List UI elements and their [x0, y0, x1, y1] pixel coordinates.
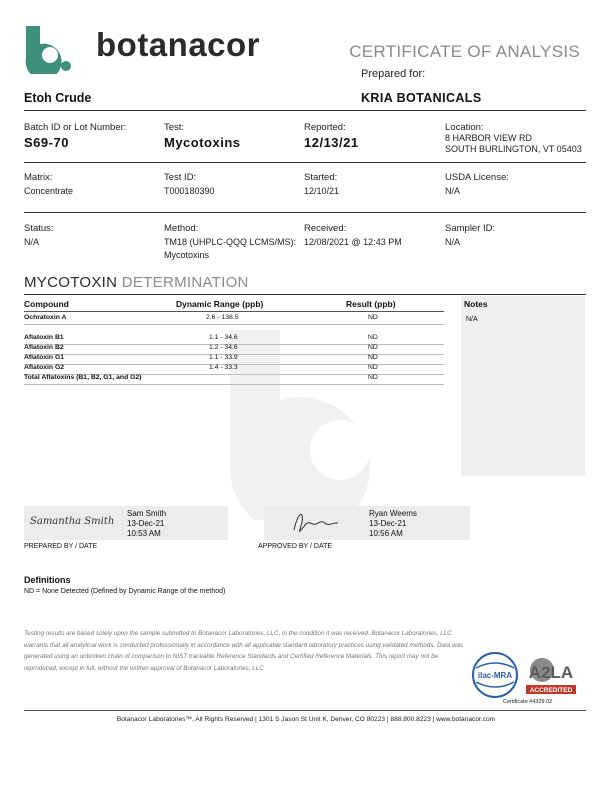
divider	[24, 212, 586, 213]
a2la-logo-icon	[524, 652, 578, 696]
prepared-caption: PREPARED BY / DATE	[24, 543, 98, 550]
botanacor-logo-icon	[24, 24, 76, 74]
received-label: Received:	[304, 223, 347, 234]
section-title-grey: DETERMINATION	[117, 274, 249, 291]
table-row-compound: Total Aflatoxins (B1, B2, G1, and G2)	[24, 374, 142, 381]
table-row-compound: Ochratoxin A	[24, 314, 67, 321]
started-label: Started:	[304, 172, 338, 183]
table-row-result: ND	[368, 364, 378, 371]
row-divider	[24, 324, 444, 325]
approved-time: 10:56 AM	[369, 529, 403, 538]
header-underline	[24, 311, 444, 312]
row-divider	[24, 384, 444, 385]
definitions-title: Definitions	[24, 575, 71, 585]
method-label: Method:	[164, 223, 199, 234]
usda-value: N/A	[445, 186, 461, 196]
table-row-range: 1.1 - 34.6	[209, 334, 238, 341]
prepared-date: 13-Dec-21	[127, 519, 165, 528]
compound-header: Compound	[24, 299, 69, 309]
status-value: N/A	[24, 237, 40, 247]
location-label: Location:	[445, 122, 484, 133]
footer-text: Botanacor Laboratories™, All Rights Reserved | 1301 S Jason St Unit K, Denver, CO 80223 | 888.800.8223 | www.botanacor.com	[116, 716, 496, 723]
method-line2: Mycotoxins	[164, 250, 210, 260]
section-title	[24, 274, 249, 291]
accredited-text: ACCREDITED	[529, 687, 573, 694]
test-value: Mycotoxins	[164, 135, 241, 150]
matrix-label: Matrix:	[24, 172, 53, 183]
prepared-name: Sam Smith	[127, 509, 167, 518]
certificate-number: Certificate #4329.02	[503, 699, 553, 705]
reported-label: Reported:	[304, 122, 346, 133]
range-header: Dynamic Range (ppb)	[176, 299, 264, 309]
doc-title: CERTIFICATE OF ANALYSIS	[349, 42, 580, 61]
product-name: Etoh Crude	[24, 91, 92, 105]
table-row-compound: Aflatoxin G1	[24, 354, 65, 361]
method-line1: TM18 (UHPLC-QQQ LCMS/MS):	[164, 237, 297, 247]
table-row-result: ND	[368, 314, 378, 321]
divider	[24, 110, 586, 111]
approved-caption: APPROVED BY / DATE	[258, 543, 333, 550]
table-row-result: ND	[368, 354, 378, 361]
status-label: Status:	[24, 223, 54, 234]
matrix-value: Concentrate	[24, 186, 74, 196]
location-line1: 8 HARBOR VIEW RD	[445, 133, 533, 143]
prepared-for-label: Prepared for:	[361, 68, 426, 80]
table-row-result: ND	[368, 374, 378, 381]
table-row-result: ND	[368, 344, 378, 351]
test-label: Test:	[164, 122, 185, 133]
result-header: Result (ppb)	[346, 299, 396, 309]
ilac-mra-logo-icon	[470, 652, 520, 698]
notes-value: N/A	[466, 316, 478, 323]
usda-label: USDA License:	[445, 172, 509, 183]
started-value: 12/10/21	[304, 186, 340, 196]
approved-date: 13-Dec-21	[369, 519, 407, 528]
prepared-signature: Samantha Smith	[30, 516, 115, 527]
divider	[24, 162, 586, 163]
table-row-compound: Aflatoxin G2	[24, 364, 65, 371]
a2la-text: A2LA	[528, 663, 574, 682]
prepared-time: 10:53 AM	[127, 529, 161, 538]
disclaimer: Testing results are based solely upon the sample submitted to Botanacor Laboratories, LLC, in the condition it was received. Botanacor Laboratories, LLC warrants that all analytical work is conducted professionally in accordance with all applicable standard laboratory practices using validated methods. Data was generated using an unbroken chain of comparison to NIST traceable Reference Standards and Certified Reference Materials. This report may not be reproduced, except in full, without the written approval of Botanacor Laboratories, LLC	[24, 630, 464, 672]
table-row-range: 1.2 - 34.6	[209, 344, 238, 351]
section-title-dark: MYCOTOXIN	[24, 274, 118, 291]
notes-header: Notes	[464, 299, 488, 309]
location-line2: SOUTH BURLINGTON, VT 05403	[445, 144, 582, 154]
footer-divider	[24, 710, 586, 711]
client-name: KRIA BOTANICALS	[361, 91, 482, 105]
sampler-label: Sampler ID:	[445, 223, 496, 234]
table-row-range: 1.1 - 33.9	[209, 354, 238, 361]
approved-signature-icon	[290, 508, 340, 538]
reported-value: 12/13/21	[304, 135, 359, 150]
definitions-text: ND = None Detected (Defined by Dynamic Range of the method)	[24, 588, 226, 595]
table-top-line	[24, 294, 586, 295]
notes-panel	[461, 296, 585, 476]
received-value: 12/08/2021 @ 12:43 PM	[304, 237, 402, 247]
table-row-range: 2.6 - 138.5	[206, 314, 239, 321]
watermark-logo	[210, 320, 410, 520]
table-row-compound: Aflatoxin B2	[24, 344, 64, 351]
testid-value: T000180390	[164, 186, 215, 196]
table-row-range: 1.4 - 33.3	[209, 364, 238, 371]
table-row-compound: Aflatoxin B1	[24, 334, 64, 341]
approved-name: Ryan Weems	[369, 509, 417, 518]
sampler-value: N/A	[445, 237, 461, 247]
testid-label: Test ID:	[164, 172, 197, 183]
ilac-text: ilac-MRA	[477, 671, 513, 680]
table-row-result: ND	[368, 334, 378, 341]
batch-label: Batch ID or Lot Number:	[24, 122, 127, 133]
batch-value: S69-70	[24, 135, 69, 150]
brand-name: botanacor	[96, 26, 261, 63]
